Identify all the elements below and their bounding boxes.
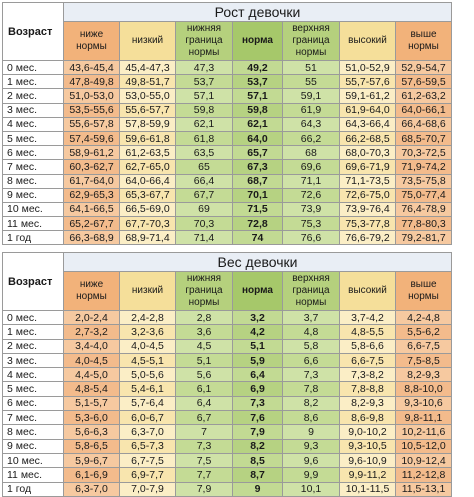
header-high: высокий	[340, 272, 396, 311]
cell-lower-bound: 63,5	[176, 146, 233, 160]
cell-high: 9,0-10,2	[340, 425, 396, 439]
age-label: 9 мес.	[3, 188, 64, 202]
height-table	[2, 2, 452, 245]
cell-low: 5,0-5,6	[120, 368, 176, 382]
age-label: 6 мес.	[3, 396, 64, 410]
table-row	[3, 468, 452, 482]
cell-upper-bound: 4,8	[283, 325, 340, 339]
cell-high: 72,6-75,0	[340, 188, 396, 202]
weight-table	[2, 252, 452, 497]
cell-low: 6,0-6,7	[120, 411, 176, 425]
cell-high: 8,6-9,8	[340, 411, 396, 425]
cell-norm: 65,7	[233, 146, 283, 160]
cell-low: 6,7-7,5	[120, 453, 176, 467]
cell-upper-bound: 9,3	[283, 439, 340, 453]
cell-high: 68,0-70,3	[340, 146, 396, 160]
cell-upper-bound: 55	[283, 75, 340, 89]
height-table-title: Рост девочки	[64, 3, 452, 22]
age-label: 7 мес.	[3, 160, 64, 174]
cell-high: 7,8-8,8	[340, 382, 396, 396]
cell-above-norm: 73,5-75,8	[396, 174, 452, 188]
cell-above-norm: 10,2-11,6	[396, 425, 452, 439]
cell-low: 64,0-66,4	[120, 174, 176, 188]
cell-norm: 71,5	[233, 202, 283, 216]
cell-norm: 7,3	[233, 396, 283, 410]
cell-norm: 68,7	[233, 174, 283, 188]
header-above-norm: выше нормы	[396, 272, 452, 311]
cell-below-norm: 5,8-6,5	[64, 439, 120, 453]
age-label: 8 мес.	[3, 174, 64, 188]
cell-lower-bound: 7,5	[176, 453, 233, 467]
cell-below-norm: 3,4-4,0	[64, 339, 120, 353]
cell-lower-bound: 65	[176, 160, 233, 174]
cell-low: 6,9-7,7	[120, 468, 176, 482]
cell-lower-bound: 4,5	[176, 339, 233, 353]
cell-low: 6,3-7,0	[120, 425, 176, 439]
cell-high: 75,3-77,8	[340, 217, 396, 231]
cell-low: 62,7-65,0	[120, 160, 176, 174]
header-below-norm: ниже нормы	[64, 22, 120, 61]
cell-low: 59,6-61,8	[120, 131, 176, 145]
cell-norm: 70,1	[233, 188, 283, 202]
age-label: 5 мес.	[3, 131, 64, 145]
table-row	[3, 325, 452, 339]
cell-lower-bound: 6,4	[176, 396, 233, 410]
cell-below-norm: 51,0-53,0	[64, 89, 120, 103]
cell-norm: 3,2	[233, 311, 283, 325]
cell-lower-bound: 7,3	[176, 439, 233, 453]
cell-below-norm: 61,7-64,0	[64, 174, 120, 188]
cell-upper-bound: 61,9	[283, 103, 340, 117]
cell-norm: 8,2	[233, 439, 283, 453]
table-row	[3, 131, 452, 145]
cell-high: 69,6-71,9	[340, 160, 396, 174]
cell-norm: 72,8	[233, 217, 283, 231]
age-label: 10 мес.	[3, 202, 64, 216]
cell-high: 9,6-10,9	[340, 453, 396, 467]
cell-above-norm: 4,2-4,8	[396, 311, 452, 325]
cell-below-norm: 64,1-66,5	[64, 202, 120, 216]
header-upper-bound: верхняя граница нормы	[283, 272, 340, 311]
cell-high: 8,2-9,3	[340, 396, 396, 410]
cell-high: 64,3-66,4	[340, 117, 396, 131]
table-row	[3, 382, 452, 396]
cell-high: 9,9-11,2	[340, 468, 396, 482]
cell-above-norm: 11,2-12,8	[396, 468, 452, 482]
cell-lower-bound: 5,1	[176, 353, 233, 367]
cell-norm: 8,5	[233, 453, 283, 467]
table-row	[3, 103, 452, 117]
cell-low: 45,4-47,3	[120, 61, 176, 75]
age-label: 1 мес.	[3, 75, 64, 89]
cell-below-norm: 55,6-57,8	[64, 117, 120, 131]
cell-above-norm: 11,5-13,1	[396, 482, 452, 496]
cell-upper-bound: 51	[283, 61, 340, 75]
age-label: 7 мес.	[3, 411, 64, 425]
cell-lower-bound: 61,8	[176, 131, 233, 145]
cell-upper-bound: 72,6	[283, 188, 340, 202]
cell-above-norm: 79,2-81,7	[396, 231, 452, 245]
table-row	[3, 411, 452, 425]
header-lower-bound: нижняя граница нормы	[176, 272, 233, 311]
cell-above-norm: 77,8-80,3	[396, 217, 452, 231]
cell-upper-bound: 9	[283, 425, 340, 439]
cell-upper-bound: 64,3	[283, 117, 340, 131]
cell-low: 7,0-7,9	[120, 482, 176, 496]
cell-above-norm: 9,8-11,1	[396, 411, 452, 425]
cell-below-norm: 4,0-4,5	[64, 353, 120, 367]
header-below-norm: ниже нормы	[64, 272, 120, 311]
header-above-norm: выше нормы	[396, 22, 452, 61]
cell-norm: 57,1	[233, 89, 283, 103]
cell-low: 66,5-69,0	[120, 202, 176, 216]
cell-norm: 5,1	[233, 339, 283, 353]
cell-lower-bound: 53,7	[176, 75, 233, 89]
table-row	[3, 231, 452, 245]
cell-upper-bound: 9,9	[283, 468, 340, 482]
cell-norm: 67,3	[233, 160, 283, 174]
weight-table-title: Вес девочки	[64, 253, 452, 272]
age-label: 3 мес.	[3, 103, 64, 117]
cell-above-norm: 75,0-77,4	[396, 188, 452, 202]
cell-below-norm: 43,6-45,4	[64, 61, 120, 75]
cell-norm: 4,2	[233, 325, 283, 339]
cell-above-norm: 8,2-9,3	[396, 368, 452, 382]
cell-above-norm: 7,5-8,5	[396, 353, 452, 367]
age-label: 2 мес.	[3, 339, 64, 353]
age-label: 4 мес.	[3, 117, 64, 131]
cell-norm: 7,9	[233, 425, 283, 439]
cell-low: 57,8-59,9	[120, 117, 176, 131]
age-label: 2 мес.	[3, 89, 64, 103]
cell-norm: 64,0	[233, 131, 283, 145]
age-label: 11 мес.	[3, 468, 64, 482]
cell-upper-bound: 73,9	[283, 202, 340, 216]
cell-low: 53,0-55,0	[120, 89, 176, 103]
cell-lower-bound: 57,1	[176, 89, 233, 103]
cell-low: 67,7-70,3	[120, 217, 176, 231]
cell-above-norm: 66,4-68,6	[396, 117, 452, 131]
cell-below-norm: 4,8-5,4	[64, 382, 120, 396]
cell-upper-bound: 7,3	[283, 368, 340, 382]
cell-norm: 8,7	[233, 468, 283, 482]
table-row	[3, 368, 452, 382]
cell-below-norm: 6,3-7,0	[64, 482, 120, 496]
cell-lower-bound: 71,4	[176, 231, 233, 245]
cell-high: 66,2-68,5	[340, 131, 396, 145]
cell-high: 51,0-52,9	[340, 61, 396, 75]
cell-below-norm: 5,9-6,7	[64, 453, 120, 467]
cell-lower-bound: 67,7	[176, 188, 233, 202]
cell-lower-bound: 5,6	[176, 368, 233, 382]
cell-norm: 53,7	[233, 75, 283, 89]
header-low: низкий	[120, 272, 176, 311]
table-row	[3, 89, 452, 103]
cell-high: 5,8-6,6	[340, 339, 396, 353]
cell-high: 55,7-57,6	[340, 75, 396, 89]
cell-high: 73,9-76,4	[340, 202, 396, 216]
age-label: 9 мес.	[3, 439, 64, 453]
cell-upper-bound: 71,1	[283, 174, 340, 188]
age-label: 11 мес.	[3, 217, 64, 231]
age-label: 5 мес.	[3, 382, 64, 396]
age-label: 6 мес.	[3, 146, 64, 160]
header-low: низкий	[120, 22, 176, 61]
cell-norm: 5,9	[233, 353, 283, 367]
cell-norm: 6,9	[233, 382, 283, 396]
cell-below-norm: 53,5-55,6	[64, 103, 120, 117]
cell-low: 2,4-2,8	[120, 311, 176, 325]
cell-below-norm: 58,9-61,2	[64, 146, 120, 160]
cell-lower-bound: 70,3	[176, 217, 233, 231]
header-high: высокий	[340, 22, 396, 61]
cell-low: 5,7-6,4	[120, 396, 176, 410]
header-lower-bound: нижняя граница нормы	[176, 22, 233, 61]
table-row	[3, 146, 452, 160]
age-label: 1 год	[3, 482, 64, 496]
cell-upper-bound: 76,6	[283, 231, 340, 245]
cell-upper-bound: 66,2	[283, 131, 340, 145]
cell-high: 76,6-79,2	[340, 231, 396, 245]
table-row	[3, 311, 452, 325]
cell-below-norm: 2,7-3,2	[64, 325, 120, 339]
header-upper-bound: верхняя граница нормы	[283, 22, 340, 61]
table-row	[3, 75, 452, 89]
age-column-header: Возраст	[3, 253, 64, 311]
cell-low: 49,8-51,7	[120, 75, 176, 89]
cell-lower-bound: 7	[176, 425, 233, 439]
cell-high: 3,7-4,2	[340, 311, 396, 325]
cell-upper-bound: 59,1	[283, 89, 340, 103]
age-label: 0 мес.	[3, 311, 64, 325]
age-label: 8 мес.	[3, 425, 64, 439]
cell-lower-bound: 6,1	[176, 382, 233, 396]
cell-high: 7,3-8,2	[340, 368, 396, 382]
cell-below-norm: 4,4-5,0	[64, 368, 120, 382]
cell-below-norm: 47,8-49,8	[64, 75, 120, 89]
table-row	[3, 453, 452, 467]
cell-upper-bound: 8,2	[283, 396, 340, 410]
cell-below-norm: 5,1-5,7	[64, 396, 120, 410]
cell-high: 6,6-7,5	[340, 353, 396, 367]
cell-upper-bound: 5,8	[283, 339, 340, 353]
table-row	[3, 117, 452, 131]
cell-low: 55,6-57,7	[120, 103, 176, 117]
table-row	[3, 439, 452, 453]
age-label: 1 год	[3, 231, 64, 245]
cell-low: 5,4-6,1	[120, 382, 176, 396]
cell-below-norm: 57,4-59,6	[64, 131, 120, 145]
header-norm: норма	[233, 22, 283, 61]
cell-above-norm: 64,0-66,1	[396, 103, 452, 117]
cell-upper-bound: 8,6	[283, 411, 340, 425]
age-column-header: Возраст	[3, 3, 64, 61]
cell-high: 71,1-73,5	[340, 174, 396, 188]
header-norm: норма	[233, 272, 283, 311]
cell-upper-bound: 7,8	[283, 382, 340, 396]
cell-norm: 74	[233, 231, 283, 245]
cell-upper-bound: 9,6	[283, 453, 340, 467]
cell-lower-bound: 69	[176, 202, 233, 216]
cell-above-norm: 71,9-74,2	[396, 160, 452, 174]
cell-norm: 62,1	[233, 117, 283, 131]
cell-upper-bound: 68	[283, 146, 340, 160]
cell-above-norm: 61,2-63,2	[396, 89, 452, 103]
cell-low: 61,2-63,5	[120, 146, 176, 160]
cell-lower-bound: 62,1	[176, 117, 233, 131]
cell-low: 4,0-4,5	[120, 339, 176, 353]
cell-below-norm: 65,2-67,7	[64, 217, 120, 231]
cell-above-norm: 10,5-12,0	[396, 439, 452, 453]
cell-high: 4,8-5,5	[340, 325, 396, 339]
cell-low: 3,2-3,6	[120, 325, 176, 339]
cell-norm: 6,4	[233, 368, 283, 382]
cell-below-norm: 2,0-2,4	[64, 311, 120, 325]
cell-low: 68,9-71,4	[120, 231, 176, 245]
cell-lower-bound: 7,9	[176, 482, 233, 496]
cell-high: 10,1-11,5	[340, 482, 396, 496]
table-row	[3, 202, 452, 216]
cell-lower-bound: 59,8	[176, 103, 233, 117]
age-label: 4 мес.	[3, 368, 64, 382]
table-row	[3, 482, 452, 496]
table-row	[3, 217, 452, 231]
cell-below-norm: 5,6-6,3	[64, 425, 120, 439]
cell-above-norm: 8,8-10,0	[396, 382, 452, 396]
cell-high: 9,3-10,5	[340, 439, 396, 453]
table-row	[3, 61, 452, 75]
table-row	[3, 188, 452, 202]
cell-upper-bound: 75,3	[283, 217, 340, 231]
table-row	[3, 396, 452, 410]
age-label: 3 мес.	[3, 353, 64, 367]
cell-below-norm: 6,1-6,9	[64, 468, 120, 482]
cell-above-norm: 70,3-72,5	[396, 146, 452, 160]
cell-upper-bound: 3,7	[283, 311, 340, 325]
table-row	[3, 339, 452, 353]
cell-above-norm: 68,5-70,7	[396, 131, 452, 145]
cell-above-norm: 57,6-59,5	[396, 75, 452, 89]
cell-below-norm: 60,3-62,7	[64, 160, 120, 174]
cell-norm: 7,6	[233, 411, 283, 425]
cell-low: 4,5-5,1	[120, 353, 176, 367]
table-row	[3, 353, 452, 367]
cell-lower-bound: 66,4	[176, 174, 233, 188]
cell-high: 61,9-64,0	[340, 103, 396, 117]
cell-lower-bound: 47,3	[176, 61, 233, 75]
cell-above-norm: 9,3-10,6	[396, 396, 452, 410]
cell-upper-bound: 10,1	[283, 482, 340, 496]
cell-upper-bound: 6,6	[283, 353, 340, 367]
cell-below-norm: 66,3-68,9	[64, 231, 120, 245]
cell-norm: 9	[233, 482, 283, 496]
age-label: 0 мес.	[3, 61, 64, 75]
cell-lower-bound: 2,8	[176, 311, 233, 325]
cell-above-norm: 6,6-7,5	[396, 339, 452, 353]
cell-upper-bound: 69,6	[283, 160, 340, 174]
cell-above-norm: 76,4-78,9	[396, 202, 452, 216]
weight-table-body	[3, 311, 452, 497]
age-label: 10 мес.	[3, 453, 64, 467]
table-row	[3, 174, 452, 188]
cell-above-norm: 5,5-6,2	[396, 325, 452, 339]
cell-norm: 49,2	[233, 61, 283, 75]
cell-below-norm: 62,9-65,3	[64, 188, 120, 202]
cell-lower-bound: 3,6	[176, 325, 233, 339]
cell-lower-bound: 7,7	[176, 468, 233, 482]
cell-above-norm: 10,9-12,4	[396, 453, 452, 467]
age-label: 1 мес.	[3, 325, 64, 339]
height-table-body	[3, 61, 452, 245]
table-row	[3, 425, 452, 439]
cell-high: 59,1-61,2	[340, 89, 396, 103]
cell-low: 65,3-67,7	[120, 188, 176, 202]
cell-low: 6,5-7,3	[120, 439, 176, 453]
cell-lower-bound: 6,7	[176, 411, 233, 425]
table-row	[3, 160, 452, 174]
cell-norm: 59,8	[233, 103, 283, 117]
cell-above-norm: 52,9-54,7	[396, 61, 452, 75]
cell-below-norm: 5,3-6,0	[64, 411, 120, 425]
